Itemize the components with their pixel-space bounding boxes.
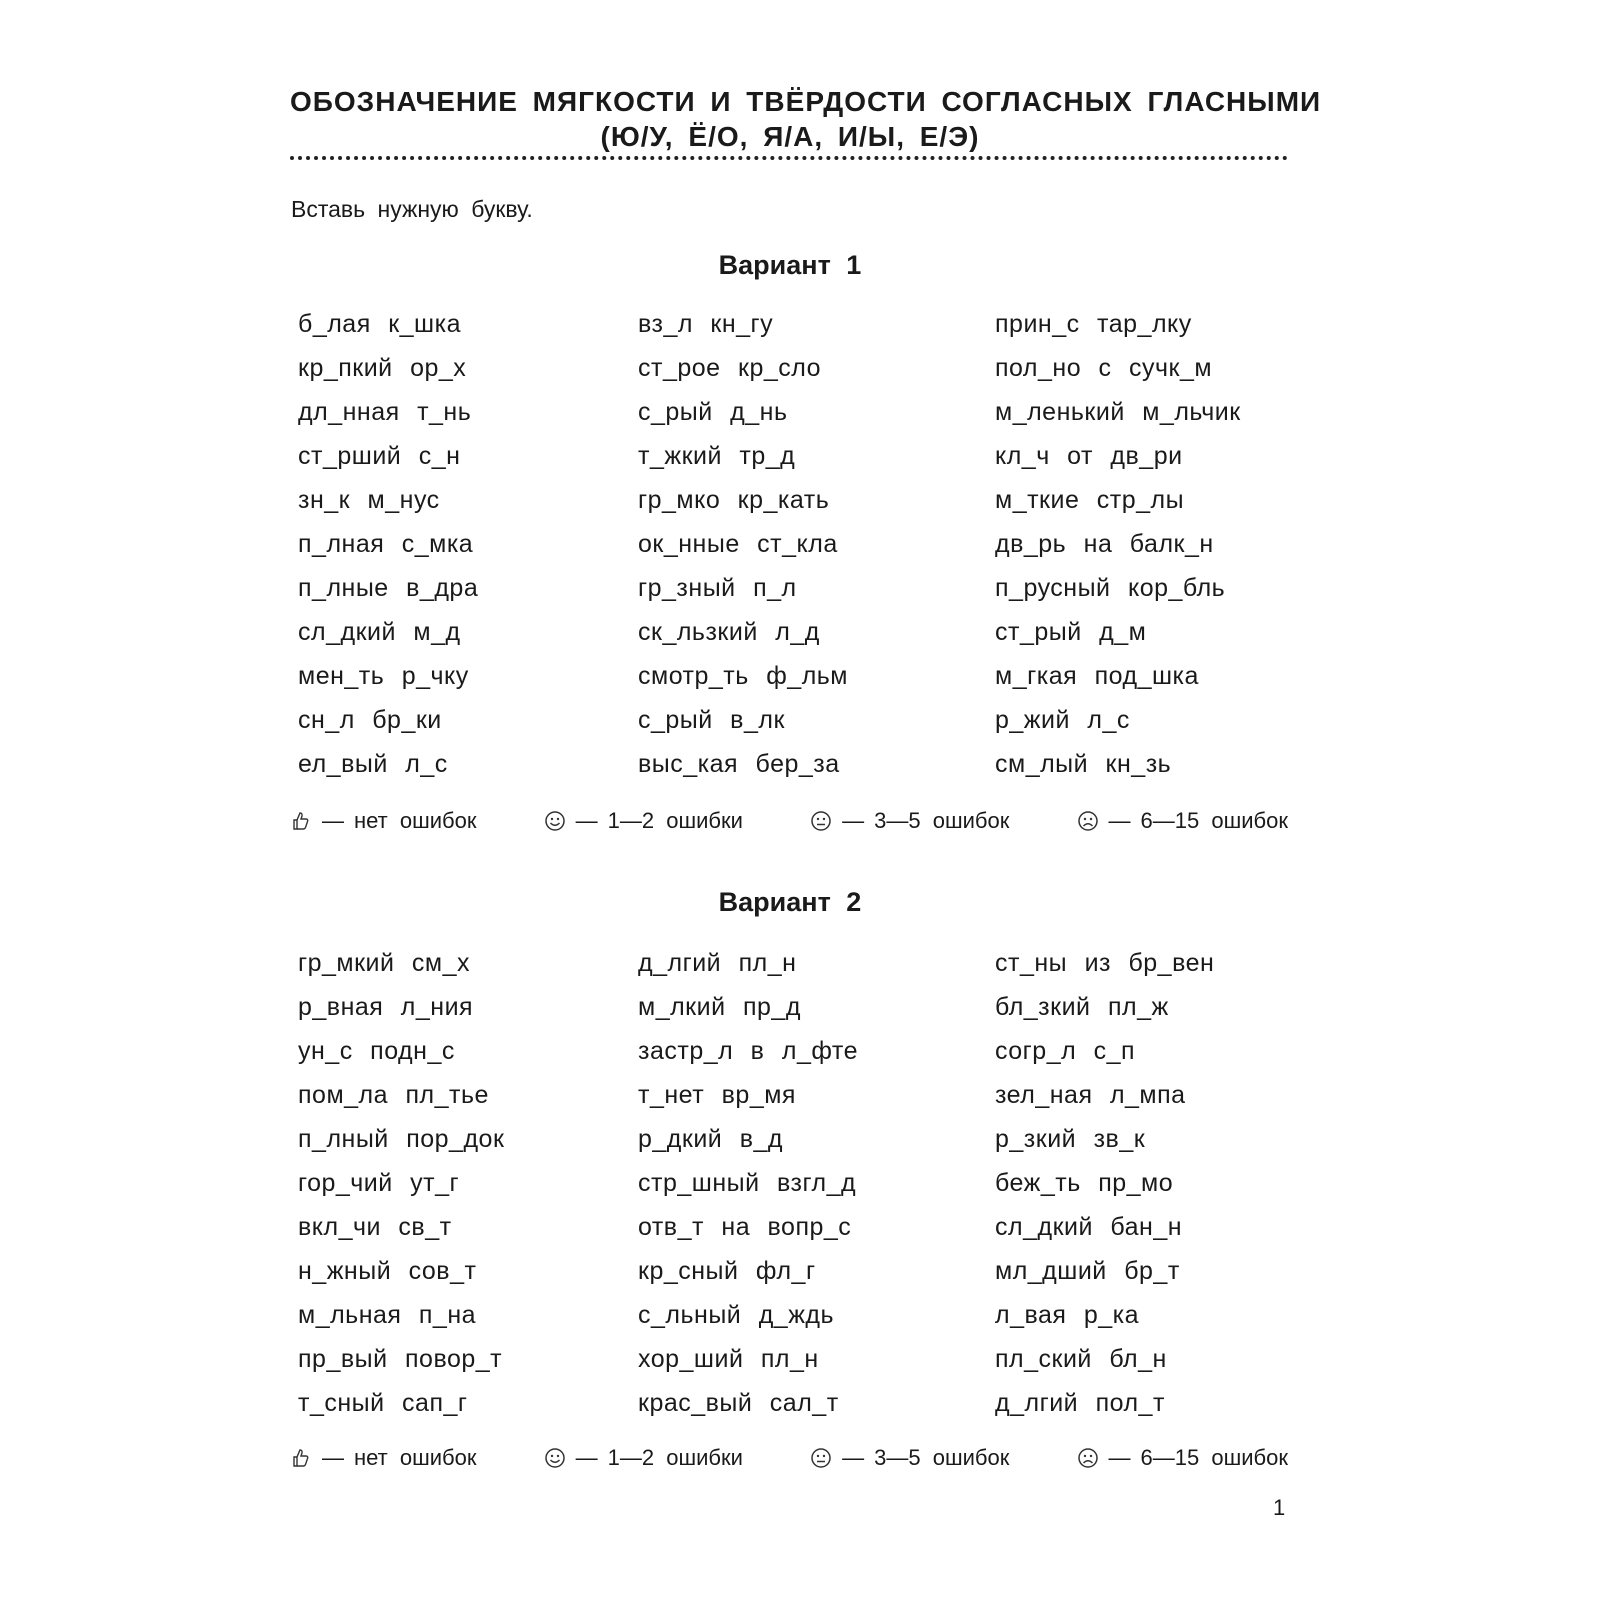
- variant-1-title: Вариант 1: [718, 250, 862, 280]
- word-pair: см_лый кн_зь: [995, 750, 1172, 778]
- word-pair: хор_ший пл_н: [638, 1345, 819, 1373]
- variant-1-column-3: [995, 302, 1325, 786]
- legend-dash: —: [575, 1445, 598, 1470]
- variant-2-scoring-legend: [290, 1443, 1288, 1473]
- variant-1-scoring-legend: [290, 806, 1288, 836]
- dotted-divider: [290, 156, 1288, 160]
- page-title-line-2: (Ю/У, Ё/О, Я/А, И/Ы, Е/Э): [600, 121, 980, 152]
- word-pair: р_дкий в_д: [638, 1125, 783, 1153]
- instruction-text: Вставь нужную букву.: [291, 196, 533, 222]
- page-title-line-1: ОБОЗНАЧЕНИЕ МЯГКОСТИ И ТВЁРДОСТИ СОГЛАСНЫХ ГЛАСНЫМИ: [290, 86, 1322, 117]
- page-number: 1: [1273, 1495, 1286, 1520]
- word-pair: п_лные в_дра: [298, 574, 479, 602]
- word-pair: пол_но с сучк_м: [995, 354, 1213, 382]
- word-pair: дл_нная т_нь: [298, 398, 472, 426]
- word-pair: гр_мкий см_х: [298, 949, 471, 977]
- legend-item-3-5-errors: [810, 808, 1009, 834]
- word-pair: застр_л в л_фте: [638, 1037, 858, 1065]
- legend-text: 6—15 ошибок: [1140, 1445, 1288, 1470]
- word-pair: ст_рший с_н: [298, 442, 461, 470]
- word-pair: крас_вый сал_т: [638, 1389, 839, 1417]
- legend-item-6-15-errors: [1077, 808, 1288, 834]
- word-pair: прин_с тар_лку: [995, 310, 1192, 338]
- legend-text: 3—5 ошибок: [874, 808, 1010, 833]
- word-pair: вкл_чи св_т: [298, 1213, 452, 1241]
- variant-1-column-2: [638, 302, 968, 786]
- word-pair: кр_пкий ор_х: [298, 354, 467, 382]
- word-pair: п_лный пор_док: [298, 1125, 505, 1153]
- legend-item-3-5-errors: [810, 1445, 1009, 1471]
- word-pair: м_льная п_на: [298, 1301, 477, 1329]
- word-pair: пом_ла пл_тье: [298, 1081, 489, 1109]
- word-pair: л_вая р_ка: [995, 1301, 1140, 1329]
- word-pair: б_лая к_шка: [298, 310, 461, 338]
- legend-dash: —: [842, 1445, 865, 1470]
- word-pair: кл_ч от дв_ри: [995, 442, 1183, 470]
- word-pair: с_рый д_нь: [638, 398, 788, 426]
- word-pair: пр_вый повор_т: [298, 1345, 503, 1373]
- legend-text: 6—15 ошибок: [1140, 808, 1288, 833]
- smiley-happy-icon: [544, 1447, 566, 1469]
- variant-2-column-1: [298, 941, 628, 1425]
- word-pair: п_русный кор_бль: [995, 574, 1226, 602]
- word-pair: ун_с подн_с: [298, 1037, 455, 1065]
- legend-dash: —: [322, 1445, 344, 1470]
- word-pair: п_лная с_мка: [298, 530, 474, 558]
- word-pair: гр_зный п_л: [638, 574, 797, 602]
- smiley-happy-icon: [544, 810, 566, 832]
- word-pair: т_нет вр_мя: [638, 1081, 796, 1109]
- word-pair: смотр_ть ф_льм: [638, 662, 848, 690]
- smiley-sad-icon: [1077, 1447, 1099, 1469]
- word-pair: гр_мко кр_кать: [638, 486, 830, 514]
- word-pair: м_лкий пр_д: [638, 993, 801, 1021]
- thumbs-up-icon: [290, 810, 312, 832]
- word-pair: д_лгий пол_т: [995, 1389, 1165, 1417]
- legend-item-no-errors: [290, 808, 476, 834]
- word-pair: ел_вый л_с: [298, 750, 448, 778]
- word-pair: стр_шный взгл_д: [638, 1169, 857, 1197]
- word-pair: согр_л с_п: [995, 1037, 1136, 1065]
- word-pair: ск_льзкий л_д: [638, 618, 820, 646]
- word-pair: беж_ть пр_мо: [995, 1169, 1174, 1197]
- word-pair: р_зкий зв_к: [995, 1125, 1146, 1153]
- legend-text: 1—2 ошибки: [607, 808, 743, 833]
- word-pair: вз_л кн_гу: [638, 310, 774, 338]
- legend-dash: —: [1108, 1445, 1131, 1470]
- legend-item-1-2-errors: [544, 808, 743, 834]
- word-pair: р_вная л_ния: [298, 993, 474, 1021]
- variant-2-column-3: [995, 941, 1325, 1425]
- word-pair: кр_сный фл_г: [638, 1257, 816, 1285]
- word-pair: зн_к м_нус: [298, 486, 440, 514]
- legend-dash: —: [1108, 808, 1131, 833]
- word-pair: сн_л бр_ки: [298, 706, 442, 734]
- legend-item-1-2-errors: [544, 1445, 743, 1471]
- legend-item-6-15-errors: [1077, 1445, 1288, 1471]
- word-pair: сл_дкий м_д: [298, 618, 461, 646]
- legend-text: нет ошибок: [354, 808, 477, 833]
- word-pair: сл_дкий бан_н: [995, 1213, 1183, 1241]
- legend-item-no-errors: [290, 1445, 476, 1471]
- legend-dash: —: [575, 808, 598, 833]
- word-pair: ст_рое кр_сло: [638, 354, 822, 382]
- word-pair: мен_ть р_чку: [298, 662, 469, 690]
- legend-dash: —: [842, 808, 865, 833]
- word-pair: отв_т на вопр_с: [638, 1213, 852, 1241]
- word-pair: т_сный сап_г: [298, 1389, 468, 1417]
- word-pair: м_ленький м_льчик: [995, 398, 1241, 426]
- word-pair: ст_рый д_м: [995, 618, 1147, 646]
- word-pair: н_жный сов_т: [298, 1257, 477, 1285]
- word-pair: гор_чий ут_г: [298, 1169, 460, 1197]
- legend-text: нет ошибок: [354, 1445, 477, 1470]
- smiley-sad-icon: [1077, 810, 1099, 832]
- word-pair: ст_ны из бр_вен: [995, 949, 1215, 977]
- word-pair: т_жкий тр_д: [638, 442, 796, 470]
- word-pair: бл_зкий пл_ж: [995, 993, 1169, 1021]
- word-pair: пл_ский бл_н: [995, 1345, 1167, 1373]
- word-pair: р_жий л_с: [995, 706, 1130, 734]
- legend-dash: —: [322, 808, 344, 833]
- smiley-neutral-icon: [810, 1447, 832, 1469]
- variant-2-title: Вариант 2: [718, 887, 862, 917]
- word-pair: ок_нные ст_кла: [638, 530, 838, 558]
- word-pair: дв_рь на балк_н: [995, 530, 1214, 558]
- word-pair: м_гкая под_шка: [995, 662, 1199, 690]
- word-pair: мл_дший бр_т: [995, 1257, 1180, 1285]
- legend-text: 1—2 ошибки: [607, 1445, 743, 1470]
- thumbs-up-icon: [290, 1447, 312, 1469]
- word-pair: м_ткие стр_лы: [995, 486, 1185, 514]
- word-pair: д_лгий пл_н: [638, 949, 797, 977]
- word-pair: выс_кая бер_за: [638, 750, 840, 778]
- variant-2-column-2: [638, 941, 968, 1425]
- variant-1-column-1: [298, 302, 628, 786]
- legend-text: 3—5 ошибок: [874, 1445, 1010, 1470]
- word-pair: зел_ная л_мпа: [995, 1081, 1186, 1109]
- word-pair: с_рый в_лк: [638, 706, 785, 734]
- word-pair: с_льный д_ждь: [638, 1301, 835, 1329]
- smiley-neutral-icon: [810, 810, 832, 832]
